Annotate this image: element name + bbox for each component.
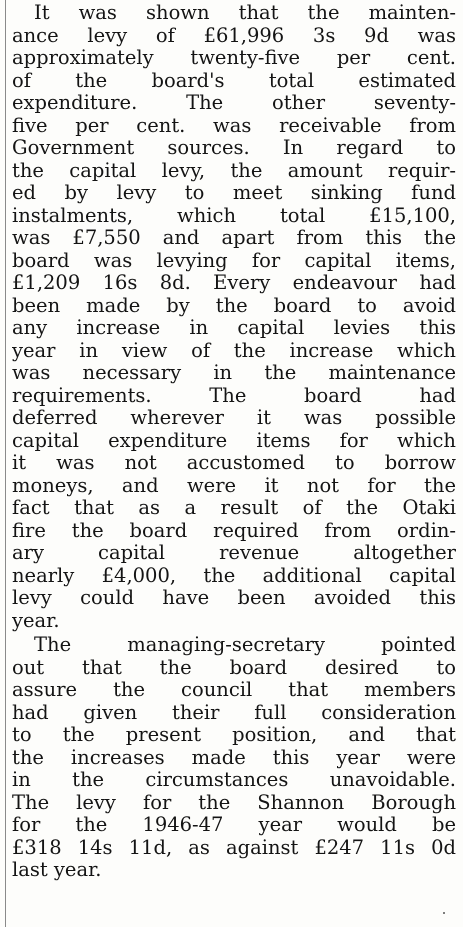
- text-line: five per cent. was receivable from: [12, 114, 456, 137]
- column-rule: [5, 0, 6, 927]
- text-line: for the 1946-47 year would be: [12, 814, 456, 836]
- text-line: expenditure. The other seventy-: [12, 92, 456, 114]
- paragraph-1: [12, 2, 456, 632]
- text-line: year in view of the increase which: [12, 339, 456, 362]
- text-line: assure the council that members: [12, 679, 456, 701]
- article-body: [12, 2, 456, 882]
- print-speck: [443, 912, 445, 914]
- text-line: The levy for the Shannon Borough: [12, 791, 456, 814]
- text-line: out that the board desired to: [12, 656, 456, 679]
- text-line: It was shown that the mainten-: [34, 2, 456, 24]
- text-line: been made by the board to avoid: [12, 294, 456, 317]
- text-line: to the present position, and that: [12, 724, 456, 746]
- text-line: fact that as a result of the Otaki: [12, 497, 456, 519]
- text-line: board was levying for capital items,: [12, 249, 456, 272]
- text-line: instalments, which total £15,100,: [12, 204, 456, 227]
- text-line: had given their full consideration: [12, 701, 456, 724]
- text-line: The managing-secretary pointed: [34, 634, 456, 656]
- text-line: ary capital revenue altogether: [12, 542, 456, 564]
- text-line: ance levy of £61,996 3s 9d was: [12, 24, 456, 47]
- text-line: last year.: [12, 859, 102, 881]
- paragraph-2: [12, 634, 456, 882]
- text-line: the increases made this year were: [12, 746, 456, 769]
- text-line: £1,209 16s 8d. Every endeavour had: [12, 272, 456, 294]
- text-line: Government sources. In regard to: [12, 137, 456, 159]
- text-line: levy could have been avoided this: [12, 587, 456, 609]
- text-line: moneys, and were it not for the: [12, 474, 456, 497]
- text-line: it was not accustomed to borrow: [12, 452, 456, 474]
- text-line: was £7,550 and apart from this the: [12, 227, 456, 249]
- text-line: nearly £4,000, the additional capital: [12, 564, 456, 587]
- text-line: £318 14s 11d, as against £247 11s 0d: [12, 836, 456, 859]
- text-line: approximately twenty-five per cent.: [12, 47, 456, 69]
- text-line: any increase in capital levies this: [12, 317, 456, 339]
- text-line: of the board's total estimated: [12, 69, 456, 92]
- text-line: in the circumstances unavoidable.: [12, 769, 456, 791]
- text-line: the capital levy, the amount requir-: [12, 159, 456, 182]
- text-line: was necessary in the maintenance: [12, 362, 456, 384]
- text-line: year.: [12, 609, 60, 632]
- text-line: requirements. The board had: [12, 384, 456, 407]
- text-line: fire the board required from ordin-: [12, 519, 456, 542]
- text-line: capital expenditure items for which: [12, 429, 456, 452]
- text-line: ed by levy to meet sinking fund: [12, 182, 456, 204]
- text-line: deferred wherever it was possible: [12, 407, 456, 429]
